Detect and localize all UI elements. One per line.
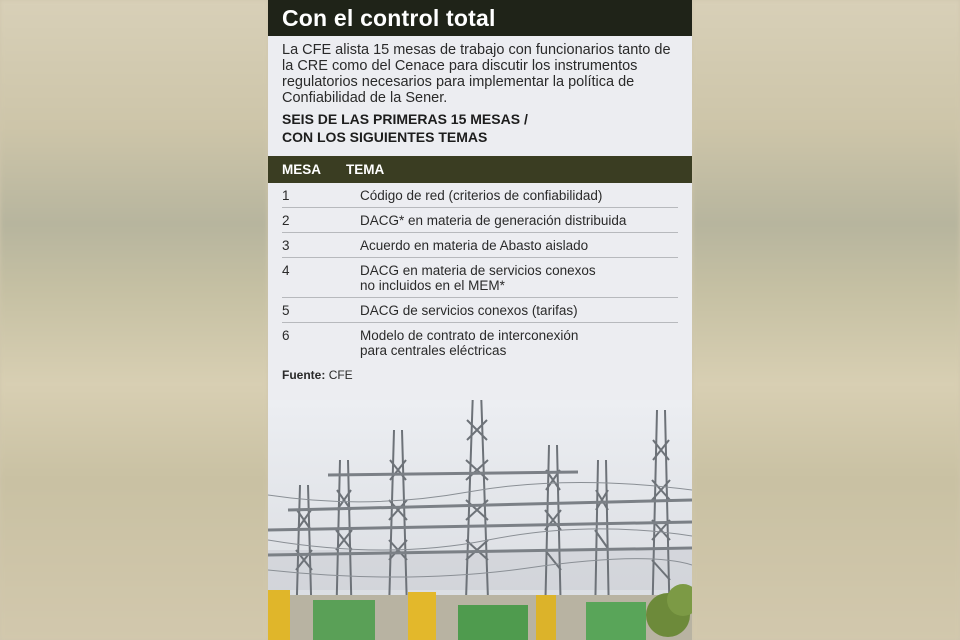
subheading-line-1: SEIS DE LAS PRIMERAS 15 MESAS / [282, 111, 528, 127]
mesa-number: 5 [282, 303, 290, 318]
column-header-tema: TEMA [346, 162, 385, 177]
tema-line: DACG en materia de servicios conexos [360, 263, 596, 278]
topics-table-body [268, 183, 692, 362]
tema-text [360, 213, 678, 228]
tema-text [360, 303, 678, 318]
tema-text [360, 263, 678, 293]
source-label: Fuente: [282, 368, 326, 382]
tema-text [360, 188, 678, 203]
tema-line: DACG* en materia de generación distribuida [360, 213, 627, 228]
table-row [282, 208, 678, 233]
tema-line: Código de red (criterios de confiabilidad) [360, 188, 603, 203]
mesa-number: 6 [282, 328, 290, 343]
table-row [282, 323, 678, 362]
infographic-title: Con el control total [268, 0, 692, 36]
source-credit [268, 362, 692, 382]
blurred-background-right [692, 0, 960, 640]
intro-paragraph: La CFE alista 15 mesas de trabajo con funcionarios tanto de la CRE como del Cenace para discutir los instrumentos regulatorios necesarios para implementar la política de Confiabilidad de la Sener. [282, 42, 671, 106]
blurred-background-left [0, 0, 268, 640]
mesa-number: 1 [282, 188, 290, 203]
tema-line: no incluidos en el MEM* [360, 278, 505, 293]
mesa-number: 4 [282, 263, 290, 278]
table-row [282, 233, 678, 258]
mesa-number: 2 [282, 213, 290, 228]
tema-line: Modelo de contrato de interconexión [360, 328, 579, 343]
source-value: CFE [328, 368, 353, 382]
table-row [282, 183, 678, 208]
mesa-number: 3 [282, 238, 290, 253]
tema-line: Acuerdo en materia de Abasto aislado [360, 238, 589, 253]
tema-line: para centrales eléctricas [360, 343, 507, 358]
column-header-mesa: MESA [282, 162, 322, 177]
infographic-card [268, 0, 692, 640]
tema-line: DACG de servicios conexos (tarifas) [360, 303, 578, 318]
tema-text [360, 328, 678, 358]
subheading-line-2: CON LOS SIGUIENTES TEMAS [282, 129, 488, 145]
table-header [268, 156, 692, 183]
tema-text [360, 238, 678, 253]
electrical-substation-photo [268, 400, 692, 640]
subheading [268, 106, 692, 146]
table-row [282, 298, 678, 323]
table-row [282, 258, 678, 298]
